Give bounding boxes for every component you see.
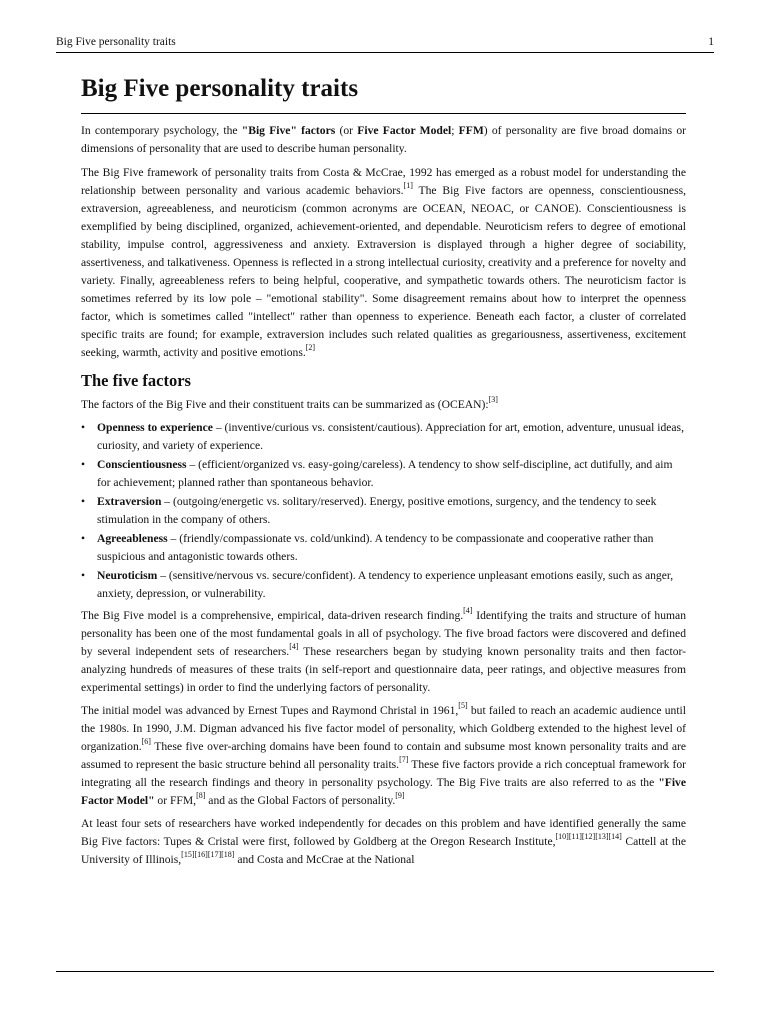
researchers-paragraph: At least four sets of researchers have worked independently for decades on this problem and have identified generally the same Big Five factors: Tupes & Cristal were first, followed by Goldberg at the Oregon Research Institute,[10][11][12][13][14] Cattell at the University of Illinois,[15][16][17][18] and Costa and McCrae at the National — [81, 817, 686, 866]
citation-link[interactable]: [9] — [395, 791, 405, 800]
citation-link[interactable]: [1] — [403, 181, 413, 190]
running-title: Big Five personality traits — [56, 36, 176, 48]
footer-rule — [56, 971, 714, 972]
header-rule — [56, 52, 714, 53]
citation-link[interactable]: [3] — [488, 395, 498, 404]
citation-link[interactable]: [5] — [458, 701, 468, 710]
citation-link[interactable]: [15][16][17][18] — [181, 850, 235, 859]
framework-paragraph: The Big Five framework of personality traits from Costa & McCrae, 1992 has emerged as a robust model for understanding the relationship between personality and various academic behaviors.[1] The Big Five factors are openness, conscientiousness, extraversion, agreeableness, and neuroticism (common acronyms are OCEAN, NEOAC, or CANOE). Conscientiousness is exemplified by being disciplined, organized, achievement-oriented, and dependable. Neuroticism refers to degree of emotional stability, impulse control, aggressiveness and anxiety. Extraversion is displayed through a higher degree of sociability, assertiveness, and talkativeness. Openness is reflected in a strong intellectual curiosity, creativity and a preference for novelty and variety. Finally, agreeableness refers to being helpful, cooperative, and sympathetic towards others. The neuroticism factor is sometimes referred by its low pole – "emotional stability". Some disagreement remains about how to interpret the openness factor, which is sometimes called "intellect" rather than openness to experience. Beneath each factor, a cluster of correlated specific traits are found; for example, extraversion includes such related qualities as gregariousness, assertiveness, excitement seeking, warmth, activity and positive emotions.[2] — [81, 166, 686, 359]
list-item: • Openness to experience – (inventive/curious vs. consistent/cautious). Appreciation for art, emotion, adventure, unusual ideas, curiosity, and variety of experience. — [81, 421, 684, 452]
list-item: • Agreeableness – (friendly/compassionate vs. cold/unkind). A tendency to be compassionate and cooperative rather than suspicious and antagonistic towards others. — [81, 532, 654, 563]
citation-link[interactable]: [10][11][12][13][14] — [555, 832, 622, 841]
citation-link[interactable]: [6] — [141, 737, 151, 746]
model-paragraph: The Big Five model is a comprehensive, empirical, data-driven research finding.[4] Identifying the traits and structure of human personality has been one of the most fundamental goals in all of psychology. The five broad factors were discovered and defined by several independent sets of researchers.[4] These researchers began by studying known personality traits and then factor-analyzing hundreds of measures of these traits (in self-report and questionnaire data, peer ratings, and objective measures from experimental settings) in order to find the underlying factors of personality. — [81, 606, 686, 694]
article-body — [81, 72, 686, 874]
citation-link[interactable]: [4] — [463, 606, 473, 615]
list-item: • Extraversion – (outgoing/energetic vs. solitary/reserved). Energy, positive emotions, surgency, and the tendency to seek stimulation in the company of others. — [81, 495, 657, 526]
list-item: • Neuroticism – (sensitive/nervous vs. secure/confident). A tendency to experience unpleasant emotions easily, such as anger, anxiety, depression, or vulnerability. — [81, 569, 674, 600]
list-item: • Conscientiousness – (efficient/organized vs. easy-going/careless). A tendency to show self-discipline, act dutifully, and aim for achievement; planned rather than spontaneous behavior. — [81, 458, 673, 489]
citation-link[interactable]: [8] — [196, 791, 206, 800]
bullet-icon: • — [81, 458, 86, 471]
intro-paragraph: In contemporary psychology, the "Big Five" factors (or Five Factor Model; FFM) of personality are five broad domains or dimensions of personality that are used to describe human personality. — [81, 124, 687, 155]
bullet-icon: • — [81, 495, 86, 508]
bullet-icon: • — [81, 569, 86, 582]
citation-link[interactable]: [2] — [305, 343, 316, 352]
factor-list — [81, 419, 686, 603]
page-number: 1 — [708, 36, 714, 48]
citation-link[interactable]: [4] — [289, 642, 299, 651]
bullet-icon: • — [81, 532, 86, 545]
section-heading-five-factors: The five factors — [81, 371, 191, 390]
citation-link[interactable]: [7] — [399, 755, 409, 764]
page-title: Big Five personality traits — [81, 75, 359, 102]
history-paragraph: The initial model was advanced by Ernest Tupes and Raymond Christal in 1961,[5] but failed to reach an academic audience until the 1980s. In 1990, J.M. Digman advanced his five factor model of personality, which Goldberg extended to the highest level of organization.[6] These five over-arching domains have been found to contain and subsume most known personality traits and are assumed to represent the basic structure behind all personality traits.[7] These five factors provide a rich conceptual framework for integrating all the research findings and theory in personality psychology. The Big Five traits are also referred to as the "Five Factor Model" or FFM,[8] and as the Global Factors of personality.[9] — [81, 701, 686, 807]
bullet-icon: • — [81, 421, 86, 434]
title-rule — [81, 113, 686, 114]
factors-intro: The factors of the Big Five and their constituent traits can be summarized as (OCEAN):[3] — [81, 395, 498, 411]
